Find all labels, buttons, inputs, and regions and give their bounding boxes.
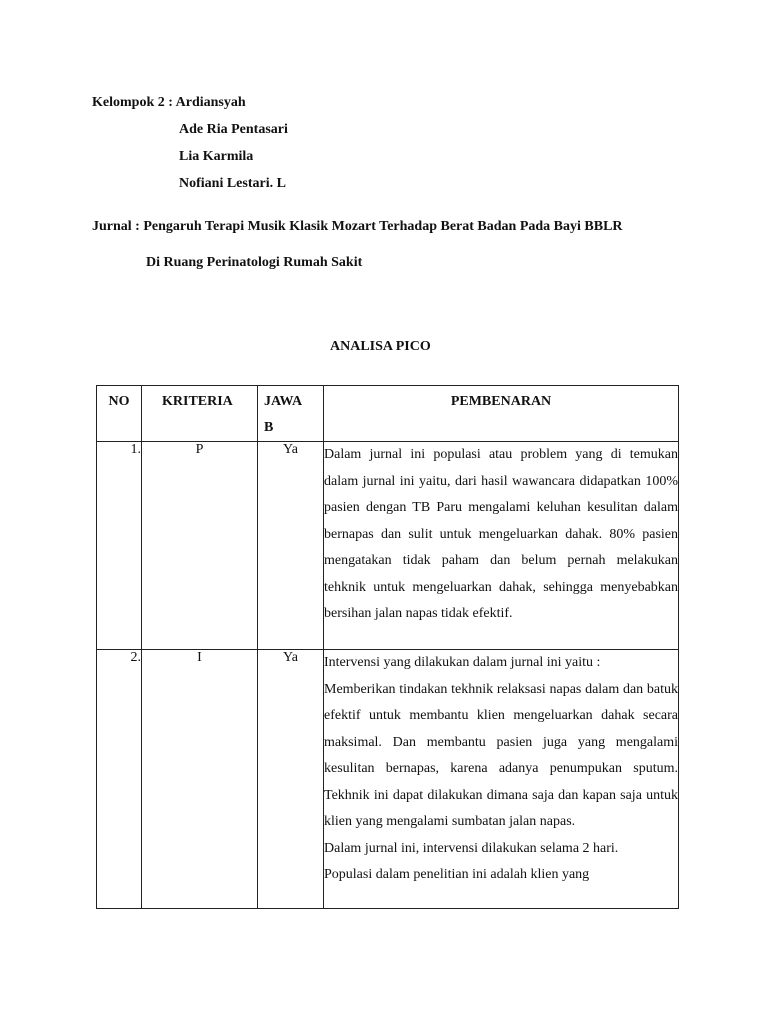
pembenaran-text: Dalam jurnal ini populasi atau problem yang di temukan dalam jurnal ini yaitu, dari hasil wawancara didapatkan 100% pasien dengan TB Paru mengalami keluhan kesulitan dalam bernapas dan sulit untuk mengeluarkan dahak. 80% pasien mengatakan tidak paham dan belum pernah melakukan tehknik untuk mengeluarkan dahak, sehingga menyebabkan bersihan jalan napas tidak efektif. [324,447,678,621]
row-kriteria: P [142,442,258,650]
table-row [97,442,679,650]
table-header-row [97,386,679,442]
header-pembenaran: PEMBENARAN [324,386,679,442]
group-label: Kelompok 2 : Ardiansyah [92,95,246,110]
row-number: 2. [97,650,142,909]
row-pembenaran [324,442,679,650]
pembenaran-text: Dalam jurnal ini, intervensi dilakukan selama 2 hari. [324,840,619,856]
pembenaran-text: Memberikan tindakan tekhnik relaksasi napas dalam dan batuk efektif untuk membantu klien mengeluarkan dahak secara maksimal. Dan membantu pasien juga yang mengalami kesulitan bernapas, karena adanya penumpukan sputum. Tekhnik ini dapat dilakukan dimana saja dan kapan saja untuk klien yang mengalami sumbatan jalan napas. [324,681,678,829]
header-jawab: JAWA B [258,386,324,442]
row-jawab: Ya [258,442,324,650]
row-pembenaran [324,650,679,909]
header-no: NO [97,386,142,442]
member-name: Ade Ria Pentasari [179,122,288,137]
journal-title: Jurnal : Pengaruh Terapi Musik Klasik Mozart Terhadap Berat Badan Pada Bayi BBLR [92,219,623,234]
row-kriteria: I [142,650,258,909]
pembenaran-text: Populasi dalam penelitian ini adalah klien yang [324,867,590,882]
header-kriteria: KRITERIA [142,386,258,442]
table-row [97,650,679,909]
pembenaran-text: Intervensi yang dilakukan dalam jurnal ini yaitu : [324,655,601,670]
pico-table [96,385,679,909]
member-name: Lia Karmila [179,149,254,164]
section-title: ANALISA PICO [330,339,431,354]
member-name: Nofiani Lestari. L [179,176,286,191]
journal-subtitle: Di Ruang Perinatologi Rumah Sakit [146,255,363,270]
row-number: 1. [97,442,142,650]
row-jawab: Ya [258,650,324,909]
